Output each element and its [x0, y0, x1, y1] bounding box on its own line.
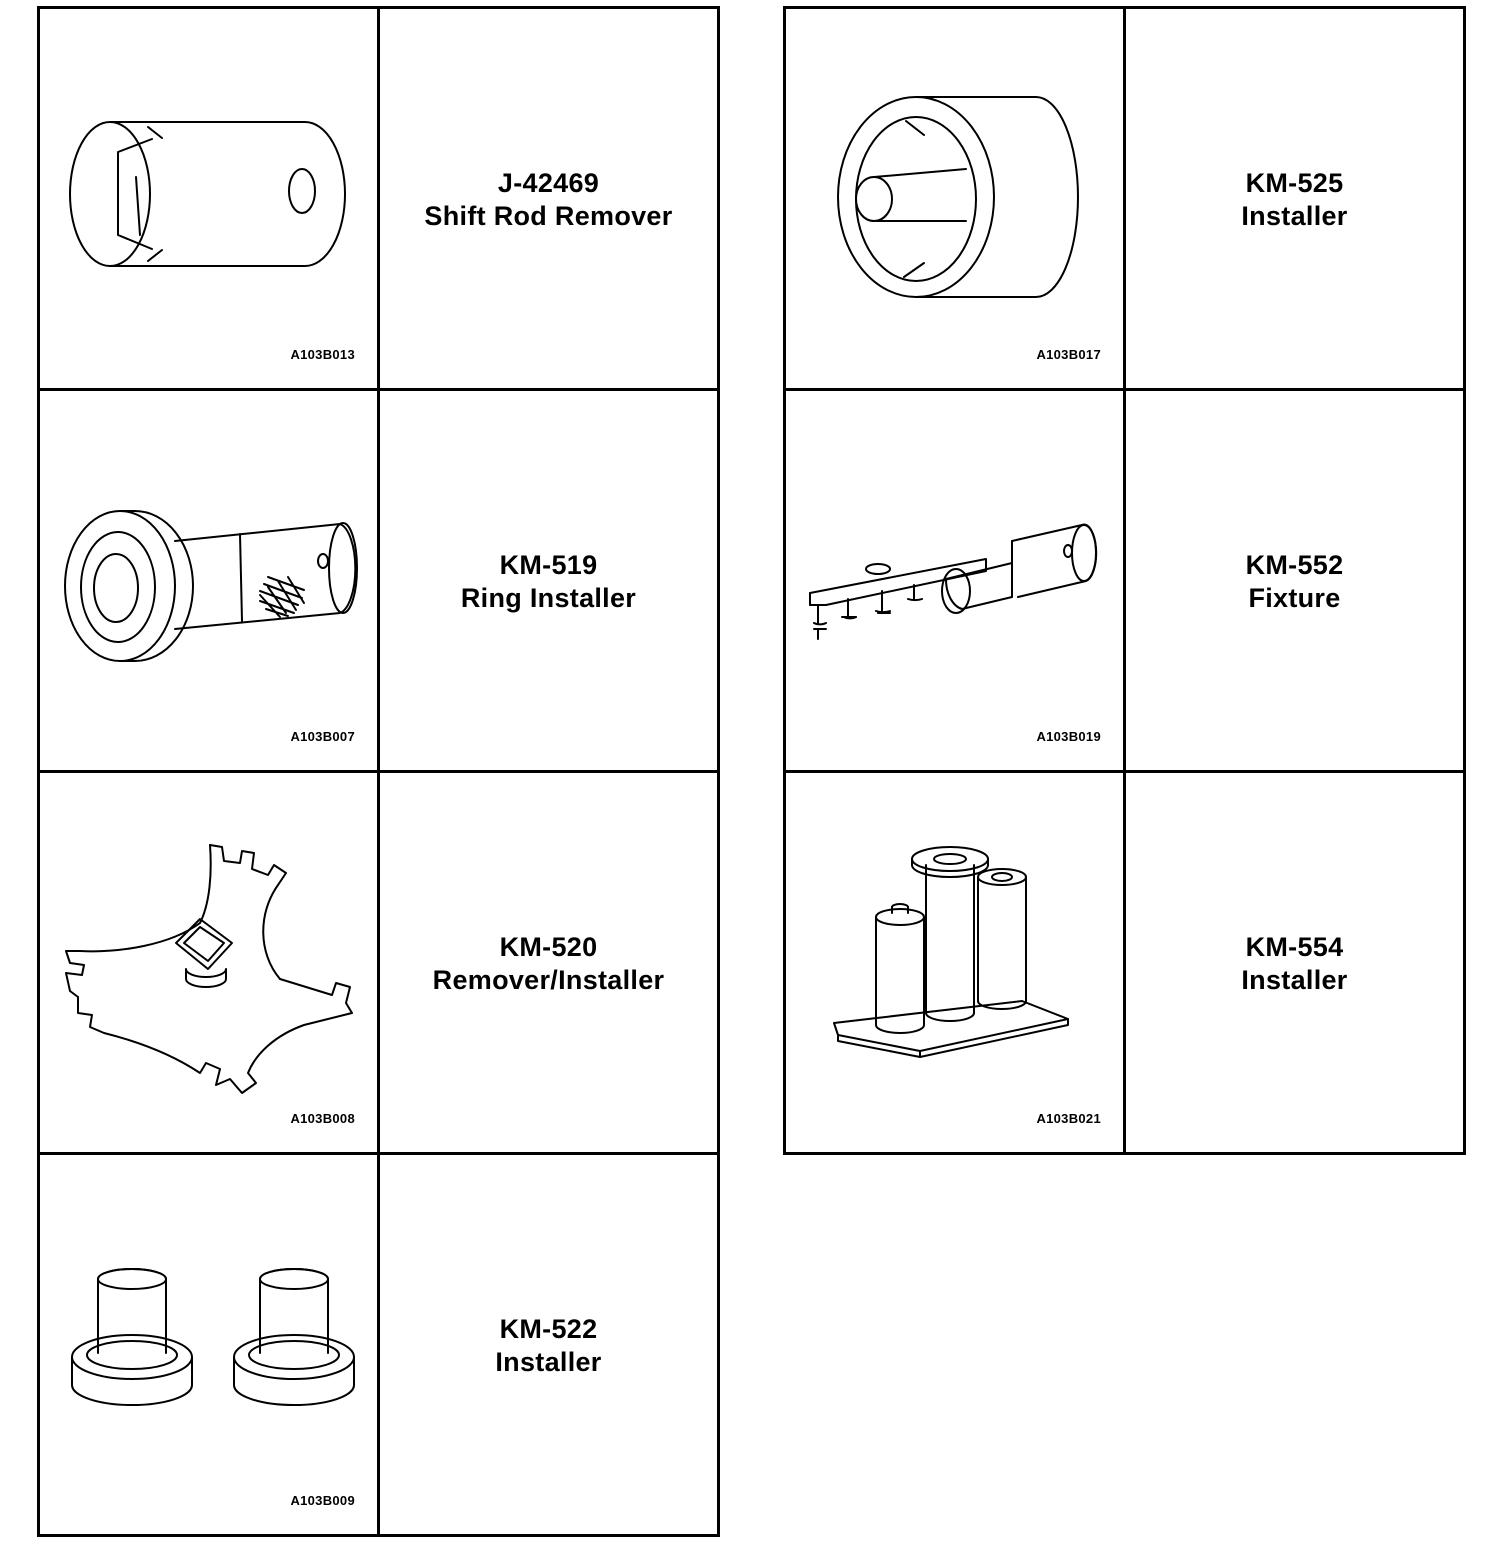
figure-code: A103B007 — [290, 729, 355, 744]
tool-description: Remover/Installer — [432, 965, 665, 995]
tool-row — [39, 390, 719, 772]
ring-installer-drawing — [40, 391, 380, 773]
tool-illustration-cell — [39, 390, 379, 772]
tool-illustration-cell — [785, 772, 1125, 1154]
tool-illustration-cell — [785, 390, 1125, 772]
tool-description: Installer — [495, 1347, 602, 1377]
tool-label-cell — [1125, 772, 1465, 1154]
tool-row — [785, 390, 1465, 772]
part-number: KM-554 — [1245, 932, 1344, 962]
part-number: KM-519 — [499, 550, 598, 580]
fixture-drawing — [786, 391, 1126, 773]
three-post-installer-drawing — [786, 773, 1126, 1155]
tool-description: Shift Rod Remover — [424, 201, 673, 231]
tool-label — [1126, 931, 1463, 997]
tool-illustration-cell — [785, 8, 1125, 390]
figure-code: A103B008 — [290, 1111, 355, 1126]
part-number: J-42469 — [497, 168, 600, 198]
figure-code: A103B009 — [290, 1493, 355, 1508]
right-tools-table — [783, 6, 1466, 1155]
tool-description: Ring Installer — [460, 583, 637, 613]
tool-row — [39, 772, 719, 1154]
left-tools-table — [37, 6, 720, 1537]
tool-label-cell — [379, 8, 719, 390]
tool-label — [380, 549, 717, 615]
figure-code: A103B019 — [1036, 729, 1101, 744]
figure-code: A103B017 — [1036, 347, 1101, 362]
figure-code: A103B013 — [290, 347, 355, 362]
tool-illustration-cell — [39, 772, 379, 1154]
tool-label-cell — [379, 772, 719, 1154]
tool-label — [380, 931, 717, 997]
tool-row — [785, 8, 1465, 390]
part-number: KM-552 — [1245, 550, 1344, 580]
part-number: KM-520 — [499, 932, 598, 962]
tool-description: Installer — [1241, 201, 1348, 231]
tool-row — [39, 1154, 719, 1536]
tool-row — [39, 8, 719, 390]
tool-label — [380, 167, 717, 233]
tool-description: Fixture — [1248, 583, 1341, 613]
tool-description: Installer — [1241, 965, 1348, 995]
tool-illustration-cell — [39, 1154, 379, 1536]
tool-illustration-cell — [39, 8, 379, 390]
installer-pair-drawing — [40, 1155, 380, 1537]
tool-row — [785, 772, 1465, 1154]
shift-rod-remover-drawing — [40, 9, 380, 391]
tool-label — [1126, 167, 1463, 233]
tool-label-cell — [379, 390, 719, 772]
tool-label — [1126, 549, 1463, 615]
tool-label-cell — [379, 1154, 719, 1536]
figure-code: A103B021 — [1036, 1111, 1101, 1126]
cup-installer-drawing — [786, 9, 1126, 391]
part-number: KM-522 — [499, 1314, 598, 1344]
tool-label-cell — [1125, 390, 1465, 772]
tool-label — [380, 1313, 717, 1379]
remover-installer-drawing — [40, 773, 380, 1155]
tool-label-cell — [1125, 8, 1465, 390]
part-number: KM-525 — [1245, 168, 1344, 198]
